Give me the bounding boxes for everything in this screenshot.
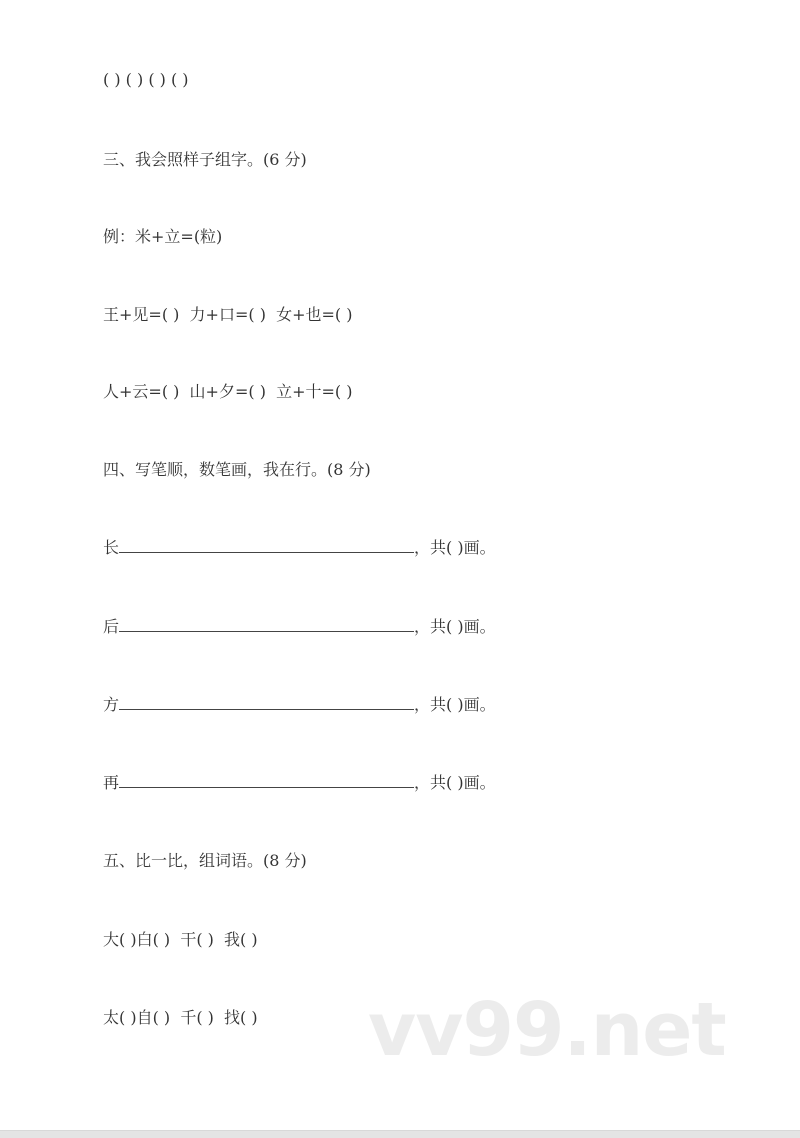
watermark: vv99.net (368, 987, 726, 1073)
compare-row-2: 太( )自( ) 千( ) 找( ) (103, 1008, 258, 1027)
stroke-row (103, 538, 496, 558)
stroke-row (103, 773, 496, 793)
section-3-heading: 三、我会照样子组字。(6 分) (103, 150, 307, 169)
stroke-row (103, 695, 496, 715)
parentheses-row: ( ) ( ) ( ) ( ) (103, 70, 189, 89)
stroke-row (103, 617, 496, 637)
compare-row-1: 大( )白( ) 干( ) 我( ) (103, 930, 258, 949)
stroke-blank[interactable] (119, 538, 414, 553)
stroke-suffix: ，共( )画。 (414, 773, 496, 792)
section-4-heading: 四、写笔顺，数笔画，我在行。(8 分) (103, 460, 371, 479)
stroke-blank[interactable] (119, 617, 414, 632)
stroke-char: 长 (103, 538, 120, 557)
compose-row-2: 人+云=( ) 山+夕=( ) 立+十=( ) (103, 382, 353, 401)
stroke-blank[interactable] (119, 773, 414, 788)
example-line: 例：米+立=(粒) (103, 227, 223, 246)
stroke-suffix: ，共( )画。 (414, 617, 496, 636)
stroke-suffix: ，共( )画。 (414, 538, 496, 557)
compose-row-1: 王+见=( ) 力+口=( ) 女+也=( ) (103, 305, 353, 324)
stroke-char: 方 (103, 695, 120, 714)
section-5-heading: 五、比一比，组词语。(8 分) (103, 851, 307, 870)
stroke-char: 后 (103, 617, 120, 636)
stroke-suffix: ，共( )画。 (414, 695, 496, 714)
stroke-blank[interactable] (119, 695, 414, 710)
stroke-char: 再 (103, 773, 120, 792)
